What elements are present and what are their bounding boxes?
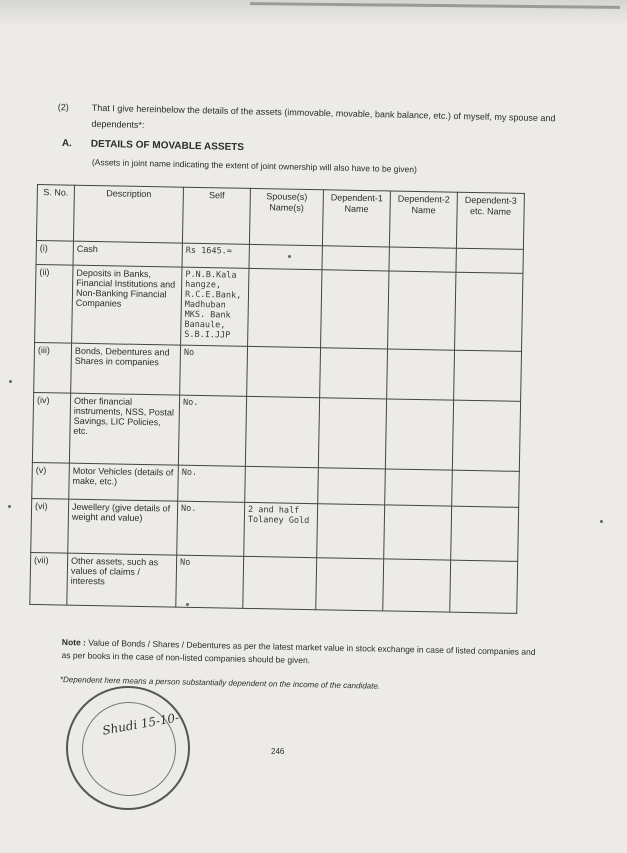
scan-speck	[600, 520, 603, 523]
row-number: (ii)	[35, 264, 73, 343]
table-row	[34, 342, 522, 401]
row-self-value: No.	[177, 501, 245, 556]
row-spouse-value: 2 and half Tolaney Gold	[244, 502, 318, 557]
row-dependent-1-value	[318, 468, 386, 505]
page-number: 246	[271, 747, 285, 756]
row-number: (vi)	[31, 498, 69, 553]
section-title: DETAILS OF MOVABLE ASSETS	[90, 138, 245, 154]
row-description: Motor Vehicles (details of make, etc.)	[69, 463, 179, 501]
row-description: Other assets, such as values of claims / interests	[67, 553, 177, 607]
header-description: Description	[73, 185, 183, 243]
row-number: (iii)	[34, 342, 72, 393]
header-self: Self	[182, 187, 250, 244]
row-description: Other financial instruments, NSS, Postal Savings, LIC Policies, etc.	[69, 393, 179, 465]
scan-speck	[8, 505, 11, 508]
row-dependent-2-value	[387, 349, 455, 400]
row-spouse-value	[243, 556, 317, 609]
table-row	[31, 498, 519, 561]
row-spouse-value	[249, 244, 322, 269]
note-label: Note :	[61, 636, 87, 648]
header-dependent-1: Dependent-1 Name	[322, 190, 390, 247]
row-dependent-1-value	[317, 504, 385, 559]
scan-speck	[9, 380, 12, 383]
row-dependent-3-value	[454, 350, 522, 401]
dependent-footnote: *Dependent here means a person substantially dependent on the income of the candidate.	[59, 675, 381, 691]
header-spouse: Spouse(s) Name(s)	[249, 188, 323, 245]
row-dependent-2-value	[384, 505, 452, 560]
note-text: Value of Bonds / Shares / Debentures as per the latest market value in stock exchange in case of listed companies and as per books in the case of non-listed companies should be given.	[61, 637, 536, 666]
row-dependent-2-value	[385, 399, 453, 470]
row-dependent-2-value	[388, 271, 456, 350]
row-dependent-3-value	[455, 272, 523, 351]
row-description: Deposits in Banks, Financial Institutions and Non-Banking Financial Companies	[72, 265, 182, 345]
row-dependent-1-value	[320, 348, 388, 399]
row-number: (i)	[36, 240, 73, 265]
row-dependent-3-value	[452, 400, 520, 471]
section-letter: A.	[61, 138, 72, 150]
table-row	[35, 264, 523, 351]
row-spouse-value	[247, 346, 321, 397]
row-dependent-1-value	[322, 246, 389, 271]
header-dependent-3: Dependent-3 etc. Name	[456, 192, 524, 249]
row-self-value: No	[176, 555, 244, 608]
section-subtitle: (Assets in joint name indicating the extent of joint ownership will also have to be given)	[91, 157, 417, 175]
paragraph-number: (2)	[57, 101, 69, 113]
row-self-value: No	[180, 345, 248, 396]
row-dependent-3-value	[456, 248, 523, 273]
assets-paragraph	[57, 99, 558, 130]
row-dependent-1-value	[316, 558, 384, 611]
movable-assets-table	[29, 184, 525, 614]
valuation-note	[61, 636, 541, 672]
row-dependent-2-value	[385, 469, 453, 506]
row-dependent-2-value	[389, 247, 456, 272]
row-number: (iv)	[32, 392, 70, 463]
row-self-value: No.	[178, 465, 246, 502]
table-row	[32, 392, 520, 471]
official-stamp	[66, 686, 190, 810]
row-self-value: P.N.B.Kala hangze, R.C.E.Bank, Madhuban MKS. Bank Banaule, S.B.I.JJP	[181, 267, 249, 346]
header-dependent-2: Dependent-2 Name	[389, 191, 457, 248]
stamp-signature: Shudi 15-10-	[101, 710, 181, 738]
row-description: Jewellery (give details of weight and value)	[68, 499, 178, 555]
row-description: Cash	[73, 241, 182, 267]
row-spouse-value	[245, 466, 319, 503]
row-dependent-3-value	[450, 560, 518, 613]
row-number: (v)	[32, 462, 70, 499]
header-sno: S. No.	[36, 185, 74, 242]
paragraph-text: That I give hereinbelow the details of the assets (immovable, movable, bank balance, etc.) of myself, my spouse and dependents*:	[91, 102, 556, 130]
row-self-value: No.	[178, 395, 246, 466]
row-dependent-2-value	[383, 559, 451, 612]
row-number: (vii)	[30, 552, 68, 605]
row-dependent-3-value	[452, 470, 520, 507]
row-dependent-3-value	[451, 506, 519, 561]
table-row	[30, 552, 518, 613]
row-dependent-1-value	[321, 270, 389, 349]
scan-speck	[288, 255, 291, 258]
row-self-value: Rs 1645.=	[182, 243, 249, 268]
table-header-row	[36, 185, 524, 250]
row-spouse-value	[248, 268, 322, 347]
row-dependent-1-value	[318, 398, 386, 469]
scan-speck	[186, 603, 189, 606]
row-spouse-value	[245, 396, 319, 467]
row-description: Bonds, Debentures and Shares in companies	[71, 343, 181, 395]
